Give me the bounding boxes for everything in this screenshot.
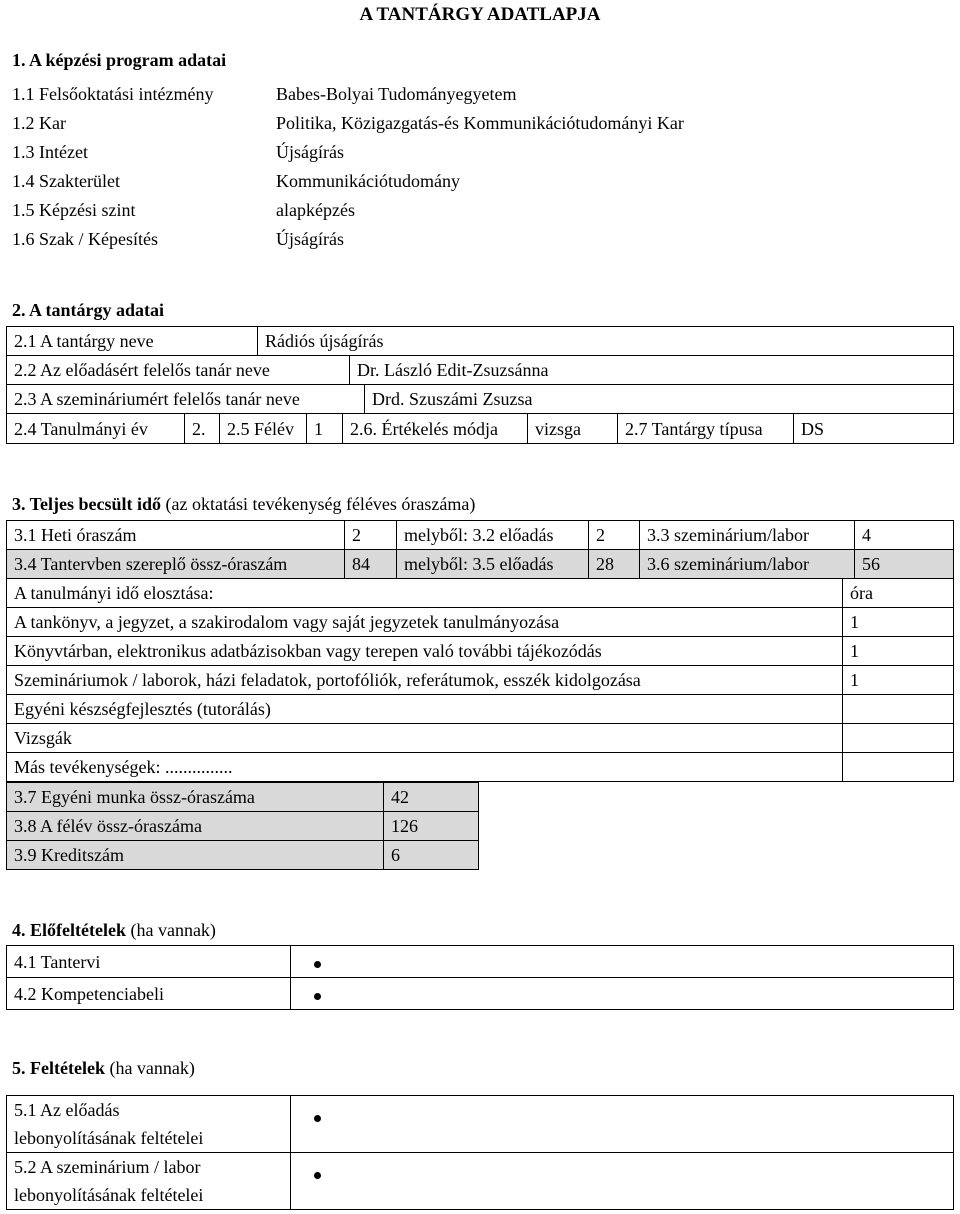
section-5-heading: 5. Feltételek (ha vannak) [12,1058,195,1078]
document-title: A TANTÁRGY ADATLAPJA [359,4,601,25]
course-details-table [6,413,954,444]
activity-value [843,753,954,782]
competence-prereq-label: 4.2 Kompetenciabeli [7,978,291,1010]
semester-hours-value: 126 [384,812,479,841]
year-value: 2. [185,414,220,444]
activity-value: 1 [843,666,954,695]
activity-label: Más tevékenységek: ............... [7,753,843,782]
course-name-value: Rádiós újságírás [258,327,954,356]
individual-work-value: 42 [384,783,479,812]
activity-value [843,695,954,724]
seminar-teacher-table [6,384,954,414]
course-type-value: DS [794,414,954,444]
hours-table [6,520,954,579]
semester-value: 1 [307,414,343,444]
weekly-seminar-label: 3.3 szeminárium/labor [640,521,855,550]
total-seminar-label: 3.6 szeminárium/labor [640,550,855,579]
program-row: 1.2 Kar Politika, Közigazgatás-és Kommunikációtudományi Kar [12,113,684,133]
prerequisites-table [6,945,954,1010]
semester-hours-label: 3.8 A félév össz-óraszáma [7,812,384,841]
evaluation-label: 2.6. Értékelés módja [343,414,528,444]
lecturer-table [6,355,954,385]
conditions-table [6,1095,954,1210]
total-seminar-value: 56 [855,550,954,579]
section-4-heading: 4. Előfeltételek (ha vannak) [12,920,216,940]
distribution-label: A tanulmányi idő elosztása: [7,579,843,608]
individual-work-label: 3.7 Egyéni munka össz-óraszáma [7,783,384,812]
total-lecture-value: 28 [589,550,640,579]
program-row: 1.3 Intézet Újságírás [12,142,344,162]
section-2-heading: 2. A tantárgy adatai [12,300,165,320]
weekly-seminar-value: 4 [855,521,954,550]
time-distribution-table [6,578,954,782]
total-hours-value: 84 [345,550,397,579]
bullet-icon [314,993,321,1000]
section-3-heading: 3. Teljes becsült idő (az oktatási tevékenység féléves óraszáma) [12,494,476,514]
weekly-hours-value: 2 [345,521,397,550]
course-name-table [6,326,954,356]
lecture-conditions-value [291,1096,954,1153]
seminar-teacher-value: Drd. Szuszámi Zsuzsa [365,385,954,414]
distribution-unit: óra [843,579,954,608]
course-type-label: 2.7 Tantárgy típusa [618,414,794,444]
activity-value: 1 [843,637,954,666]
bullet-icon [314,1172,321,1179]
evaluation-value: vizsga [528,414,618,444]
activity-label: Vizsgák [7,724,843,753]
lecturer-value: Dr. László Edit-Zsuzsánna [350,356,954,385]
weekly-hours-label: 3.1 Heti óraszám [7,521,345,550]
competence-prereq-value [291,978,954,1010]
curricular-prereq-label: 4.1 Tantervi [7,946,291,978]
section-1-heading: 1. A képzési program adatai [12,50,227,70]
program-row: 1.6 Szak / Képesítés Újságírás [12,229,344,249]
program-row: 1.1 Felsőoktatási intézmény Babes-Bolyai Tudományegyetem [12,84,517,104]
total-lecture-label: melyből: 3.5 előadás [397,550,589,579]
year-label: 2.4 Tanulmányi év [7,414,185,444]
lecturer-label: 2.2 Az előadásért felelős tanár neve [7,356,350,385]
program-row: 1.4 Szakterület Kommunikációtudomány [12,171,460,191]
credits-value: 6 [384,841,479,870]
course-name-label: 2.1 A tantárgy neve [7,327,258,356]
seminar-conditions-label: 5.2 A szeminárium / labor lebonyolításának feltételei [7,1153,291,1210]
curricular-prereq-value [291,946,954,978]
credits-label: 3.9 Kreditszám [7,841,384,870]
activity-value: 1 [843,608,954,637]
activity-label: Egyéni készségfejlesztés (tutorálás) [7,695,843,724]
totals-table [6,782,479,870]
bullet-icon [314,961,321,968]
weekly-lecture-value: 2 [589,521,640,550]
seminar-teacher-label: 2.3 A szemináriumért felelős tanár neve [7,385,365,414]
total-hours-label: 3.4 Tantervben szereplő össz-óraszám [7,550,345,579]
activity-label: Könyvtárban, elektronikus adatbázisokban vagy terepen való további tájékozódás [7,637,843,666]
semester-label: 2.5 Félév [220,414,307,444]
activity-label: A tankönyv, a jegyzet, a szakirodalom vagy saját jegyzetek tanulmányozása [7,608,843,637]
activity-value [843,724,954,753]
weekly-lecture-label: melyből: 3.2 előadás [397,521,589,550]
program-row: 1.5 Képzési szint alapképzés [12,200,355,220]
activity-label: Szemináriumok / laborok, házi feladatok, portofóliók, referátumok, esszék kidolgozása [7,666,843,695]
seminar-conditions-value [291,1153,954,1210]
lecture-conditions-label: 5.1 Az előadás lebonyolításának feltételei [7,1096,291,1153]
bullet-icon [314,1115,321,1122]
